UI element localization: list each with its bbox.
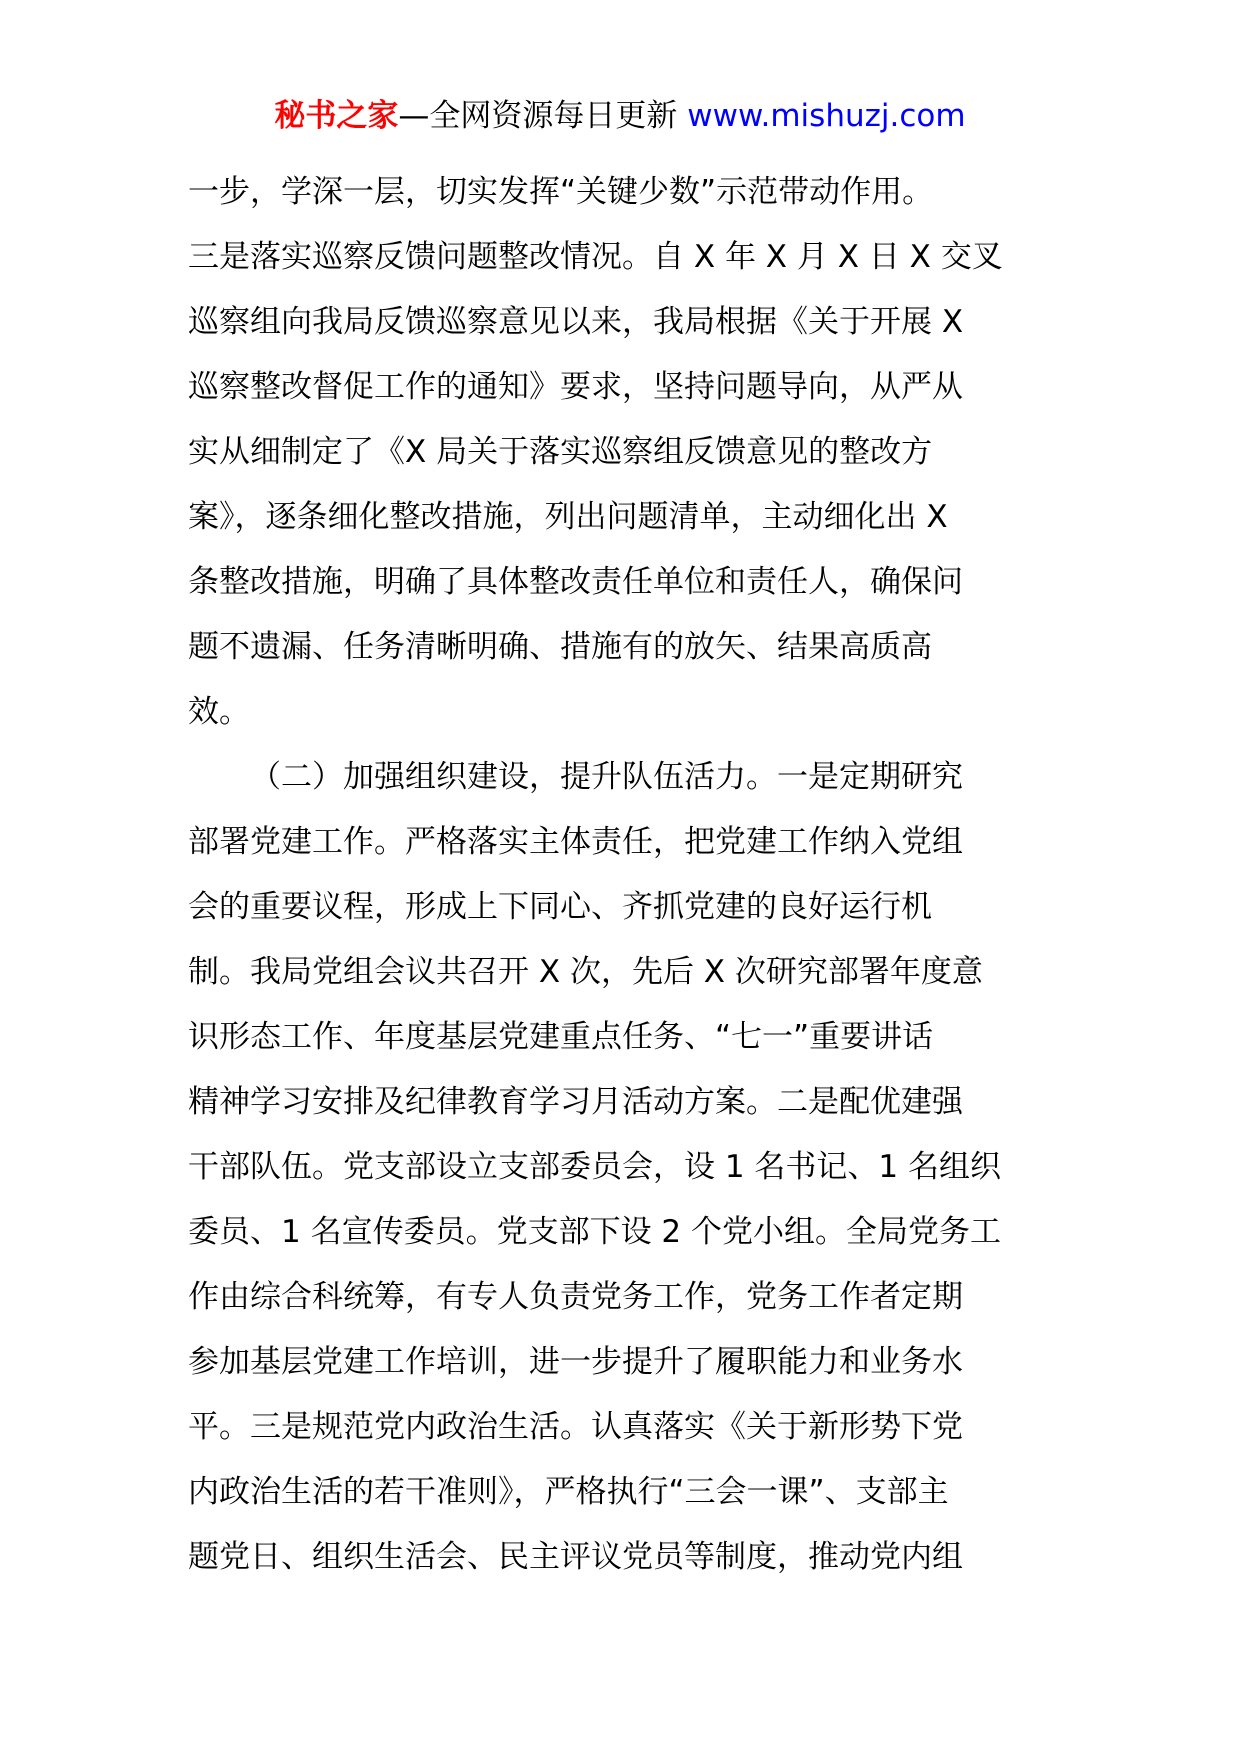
text-line: 委员、1 名宣传委员。党支部下设 2 个党小组。全局党务工 <box>188 1214 1002 1250</box>
text-line: 部署党建工作。严格落实主体责任，把党建工作纳入党组 <box>188 824 963 860</box>
document-body <box>188 160 1058 1590</box>
text-line: 题不遗漏、任务清晰明确、措施有的放矢、结果高质高 <box>188 629 932 665</box>
text-line: 平。三是规范党内政治生活。认真落实《关于新形势下党 <box>188 1409 963 1445</box>
text-line: 案》，逐条细化整改措施，列出问题清单，主动细化出 X <box>188 499 948 535</box>
text-line: 三是落实巡察反馈问题整改情况。自 X 年 X 月 X 日 X 交叉 <box>188 239 1003 275</box>
website-url[interactable]: www.mishuzj.com <box>687 98 966 134</box>
text-line: 一步，学深一层，切实发挥“关键少数”示范带动作用。 <box>188 174 934 210</box>
text-line: 参加基层党建工作培训，进一步提升了履职能力和业务水 <box>188 1344 963 1380</box>
text-line: 内政治生活的若干准则》，严格执行“三会一课”、支部主 <box>188 1474 949 1510</box>
site-header <box>0 98 1240 135</box>
text-line: 会的重要议程，形成上下同心、齐抓党建的良好运行机 <box>188 889 932 925</box>
text-line: 巡察整改督促工作的通知》要求，坚持问题导向，从严从 <box>188 369 963 405</box>
text-line: 制。我局党组会议共召开 X 次，先后 X 次研究部署年度意 <box>188 954 983 990</box>
text-line: 识形态工作、年度基层党建重点任务、“七一”重要讲话 <box>188 1019 934 1055</box>
text-line: 条整改措施，明确了具体整改责任单位和责任人，确保问 <box>188 564 963 600</box>
text-line: 巡察组向我局反馈巡察意见以来，我局根据《关于开展 X <box>188 304 964 340</box>
text-line: 效。 <box>188 694 250 730</box>
header-slogan: —全网资源每日更新 <box>398 98 678 134</box>
text-line: 精神学习安排及纪律教育学习月活动方案。二是配优建强 <box>188 1084 963 1120</box>
section-heading-line: （二）加强组织建设，提升队伍活力。一是定期研究 <box>250 759 963 795</box>
text-line: 实从细制定了《X 局关于落实巡察组反馈意见的整改方 <box>188 434 933 470</box>
text-line: 题党日、组织生活会、民主评议党员等制度，推动党内组 <box>188 1539 963 1575</box>
text-line: 作由综合科统筹，有专人负责党务工作，党务工作者定期 <box>188 1279 963 1315</box>
text-line: 干部队伍。党支部设立支部委员会，设 1 名书记、1 名组织 <box>188 1149 1002 1185</box>
brand-name: 秘书之家 <box>274 98 399 134</box>
